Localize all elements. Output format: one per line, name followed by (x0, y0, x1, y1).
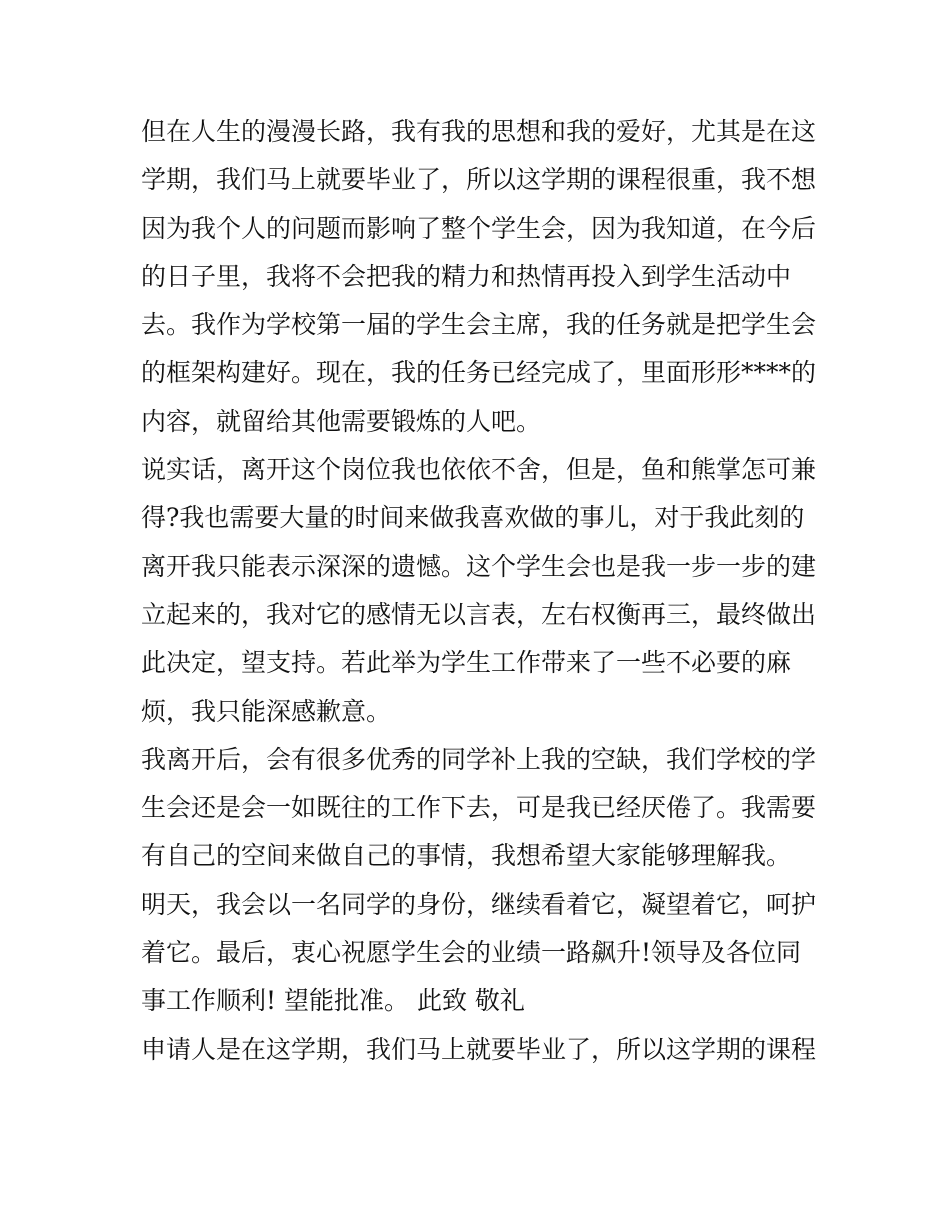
text-line: 我离开后，会有很多优秀的同学补上我的空缺，我们学校的学 (141, 744, 817, 774)
text-line: 离开我只能表示深深的遗憾。这个学生会也是我一步一步的建 (141, 551, 817, 581)
text-line: 生会还是会一如既往的工作下去，可是我已经厌倦了。我需要 (141, 793, 817, 823)
text-line: 但在人生的漫漫长路，我有我的思想和我的爱好，尤其是在这 (141, 117, 817, 146)
text-line: 的框架构建好。现在，我的任务已经完成了，里面形形****的 (141, 358, 817, 388)
text-line: 申请人是在这学期，我们马上就要毕业了，所以这学期的课程 (141, 1034, 817, 1064)
text-line: 说实话，离开这个岗位我也依依不舍，但是，鱼和熊掌怎可兼 (141, 455, 817, 485)
text-line: 着它。最后，衷心祝愿学生会的业绩一路飙升!领导及各位同 (141, 938, 802, 968)
text-line: 有自己的空间来做自己的事情，我想希望大家能够理解我。 (141, 841, 792, 871)
text-line: 明天，我会以一名同学的身份，继续看着它，凝望着它，呵护 (141, 889, 817, 919)
text-line: 立起来的，我对它的感情无以言表，左右权衡再三，最终做出 (141, 599, 817, 629)
text-line: 此决定，望支持。若此举为学生工作带来了一些不必要的麻 (141, 648, 792, 678)
text-line: 内容，就留给其他需要锻炼的人吧。 (141, 406, 542, 436)
text-line: 学期，我们马上就要毕业了，所以这学期的课程很重，我不想 (141, 165, 817, 195)
text-line: 的日子里，我将不会把我的精力和热情再投入到学生活动中 (141, 261, 792, 291)
text-line: 烦，我只能深感歉意。 (141, 696, 392, 726)
text-line: 事工作顺利! 望能批准。 此致 敬礼 (141, 986, 525, 1016)
text-line: 得?我也需要大量的时间来做我喜欢做的事儿，对于我此刻的 (141, 503, 805, 533)
text-line: 去。我作为学校第一届的学生会主席，我的任务就是把学生会 (141, 310, 817, 340)
text-line: 因为我个人的问题而影响了整个学生会，因为我知道，在今后 (141, 213, 817, 243)
document-body (141, 108, 821, 1074)
